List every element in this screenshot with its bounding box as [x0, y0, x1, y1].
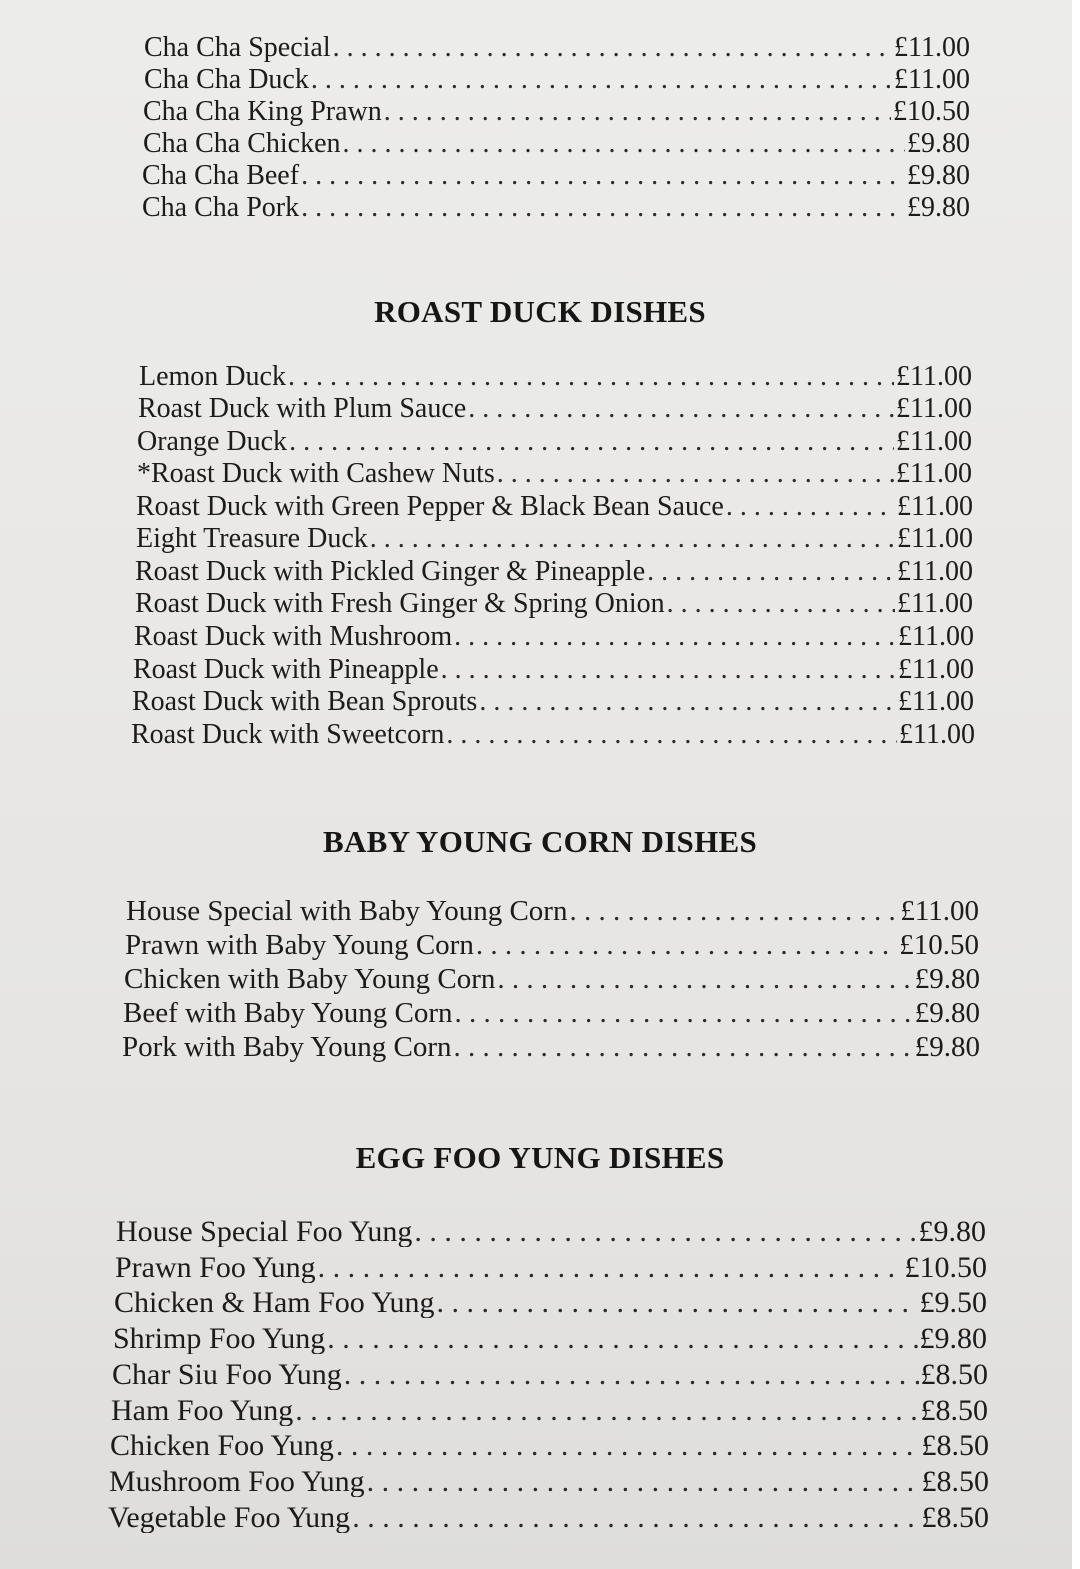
item-name: Cha Cha Special: [144, 34, 331, 62]
leader-dots: [414, 1217, 916, 1247]
item-name: Roast Duck with Plum Sauce: [138, 395, 467, 423]
item-price: £9.80: [907, 194, 970, 222]
menu-item: [136, 493, 973, 521]
menu-item: [111, 1396, 988, 1426]
item-price: £8.50: [921, 1503, 989, 1533]
menu-item: [132, 688, 974, 716]
item-name: Roast Duck with Fresh Ginger & Spring Onion: [135, 590, 665, 618]
menu-item: [135, 590, 973, 618]
menu-item: [122, 1033, 980, 1062]
item-name: Roast Duck with Bean Sprouts: [132, 688, 478, 716]
section-heading-egg-foo-yung: EGG FOO YUNG DISHES: [355, 1140, 725, 1175]
leader-dots: [336, 1431, 920, 1461]
item-name: Beef with Baby Young Corn: [123, 999, 453, 1028]
leader-dots: [311, 66, 892, 94]
item-name: Shrimp Foo Yung: [113, 1324, 326, 1354]
item-name: Prawn with Baby Young Corn: [125, 931, 474, 960]
item-price: £11.00: [897, 493, 973, 521]
menu-item: [125, 931, 979, 960]
item-price: £8.50: [921, 1467, 989, 1497]
leader-dots: [384, 98, 891, 126]
section-heading-baby-young-corn: BABY YOUNG CORN DISHES: [322, 824, 758, 859]
leader-dots: [441, 656, 896, 684]
menu-item: [143, 130, 970, 158]
menu-item: [124, 965, 980, 994]
item-price: £11.00: [898, 656, 974, 684]
item-price: £9.50: [919, 1288, 987, 1318]
item-name: Chicken with Baby Young Corn: [124, 965, 496, 994]
item-name: Vegetable Foo Yung: [108, 1503, 351, 1533]
leader-dots: [479, 688, 896, 716]
item-price: £9.80: [918, 1217, 986, 1247]
item-price: £11.00: [896, 363, 972, 391]
menu-item: [131, 721, 975, 749]
leader-dots: [446, 721, 897, 749]
menu-item: [108, 1503, 989, 1533]
item-name: Chicken & Ham Foo Yung: [114, 1288, 435, 1318]
leader-dots: [370, 525, 895, 553]
item-price: £9.80: [919, 1324, 987, 1354]
menu-item: [126, 897, 979, 926]
item-name: Eight Treasure Duck: [136, 525, 368, 553]
leader-dots: [343, 130, 905, 158]
item-name: Pork with Baby Young Corn: [122, 1033, 452, 1062]
item-name: Roast Duck with Green Pepper & Black Bean Sauce: [136, 493, 724, 521]
item-price: £11.00: [897, 525, 973, 553]
menu-item: [137, 460, 972, 488]
item-name: Ham Foo Yung: [111, 1396, 294, 1426]
item-name: Cha Cha Beef: [142, 162, 300, 190]
item-price: £11.00: [899, 721, 975, 749]
leader-dots: [318, 1253, 903, 1283]
item-name: Orange Duck: [137, 428, 288, 456]
menu-item: [138, 395, 972, 423]
leader-dots: [468, 395, 894, 423]
item-name: Roast Duck with Pickled Ginger & Pineapple: [135, 558, 646, 586]
menu-item: [114, 1288, 987, 1318]
leader-dots: [497, 460, 894, 488]
item-price: £11.00: [896, 395, 972, 423]
menu-item: [123, 999, 980, 1028]
menu-item: [116, 1217, 986, 1247]
item-price: £10.50: [899, 931, 979, 960]
item-price: £11.00: [898, 623, 974, 651]
item-price: £11.00: [896, 428, 972, 456]
section-heading-roast-duck: ROAST DUCK DISHES: [374, 294, 706, 329]
menu-item: [143, 98, 970, 126]
item-name: Chicken Foo Yung: [110, 1431, 334, 1461]
menu-item: [109, 1467, 989, 1497]
item-price: £11.00: [897, 558, 973, 586]
item-name: Mushroom Foo Yung: [109, 1467, 365, 1497]
menu-item: [142, 194, 970, 222]
leader-dots: [476, 931, 897, 960]
item-price: £10.50: [893, 98, 970, 126]
item-name: Cha Cha Duck: [144, 66, 309, 94]
item-name: House Special Foo Yung: [116, 1217, 413, 1247]
item-price: £8.50: [920, 1396, 988, 1426]
item-name: Roast Duck with Pineapple: [133, 656, 439, 684]
menu-item: [115, 1253, 987, 1283]
leader-dots: [454, 1033, 913, 1062]
leader-dots: [437, 1288, 918, 1318]
leader-dots: [301, 162, 905, 190]
leader-dots: [667, 590, 895, 618]
item-price: £10.50: [904, 1253, 987, 1283]
item-name: Lemon Duck: [139, 363, 286, 391]
menu-item: [133, 656, 974, 684]
item-price: £8.50: [920, 1360, 988, 1390]
page-edge: [1072, 0, 1080, 1569]
menu-item: [144, 66, 970, 94]
leader-dots: [295, 1396, 918, 1426]
menu-item: [110, 1431, 989, 1461]
menu-item: [142, 162, 970, 190]
item-price: £11.00: [896, 460, 972, 488]
menu-item: [112, 1360, 988, 1390]
item-name: Char Siu Foo Yung: [112, 1360, 342, 1390]
leader-dots: [352, 1503, 919, 1533]
leader-dots: [497, 965, 912, 994]
leader-dots: [454, 623, 896, 651]
menu-item: [139, 363, 972, 391]
item-name: Roast Duck with Mushroom: [134, 623, 453, 651]
menu-item: [136, 525, 973, 553]
leader-dots: [569, 897, 898, 926]
item-name: Prawn Foo Yung: [115, 1253, 316, 1283]
leader-dots: [344, 1360, 919, 1390]
item-name: Cha Cha Chicken: [143, 130, 341, 158]
item-name: Cha Cha Pork: [142, 194, 300, 222]
leader-dots: [288, 363, 894, 391]
menu-item: [144, 34, 970, 62]
item-price: £11.00: [897, 590, 973, 618]
leader-dots: [367, 1467, 920, 1497]
leader-dots: [289, 428, 894, 456]
item-price: £8.50: [921, 1431, 989, 1461]
item-price: £11.00: [898, 688, 974, 716]
leader-dots: [726, 493, 895, 521]
menu-item: [137, 428, 972, 456]
item-name: House Special with Baby Young Corn: [126, 897, 568, 926]
menu-item: [134, 623, 974, 651]
leader-dots: [647, 558, 895, 586]
item-price: £11.00: [894, 66, 970, 94]
leader-dots: [301, 194, 905, 222]
item-price: £9.80: [907, 162, 970, 190]
leader-dots: [327, 1324, 917, 1354]
leader-dots: [333, 34, 892, 62]
item-name: Cha Cha King Prawn: [143, 98, 382, 126]
item-price: £9.80: [914, 999, 980, 1028]
menu-item: [135, 558, 973, 586]
item-price: £11.00: [894, 34, 970, 62]
menu-item: [113, 1324, 987, 1354]
item-price: £9.80: [907, 130, 970, 158]
item-name: *Roast Duck with Cashew Nuts: [137, 460, 495, 488]
item-price: £9.80: [914, 1033, 980, 1062]
item-name: Roast Duck with Sweetcorn: [131, 721, 445, 749]
item-price: £9.80: [914, 965, 980, 994]
leader-dots: [454, 999, 912, 1028]
item-price: £11.00: [900, 897, 979, 926]
